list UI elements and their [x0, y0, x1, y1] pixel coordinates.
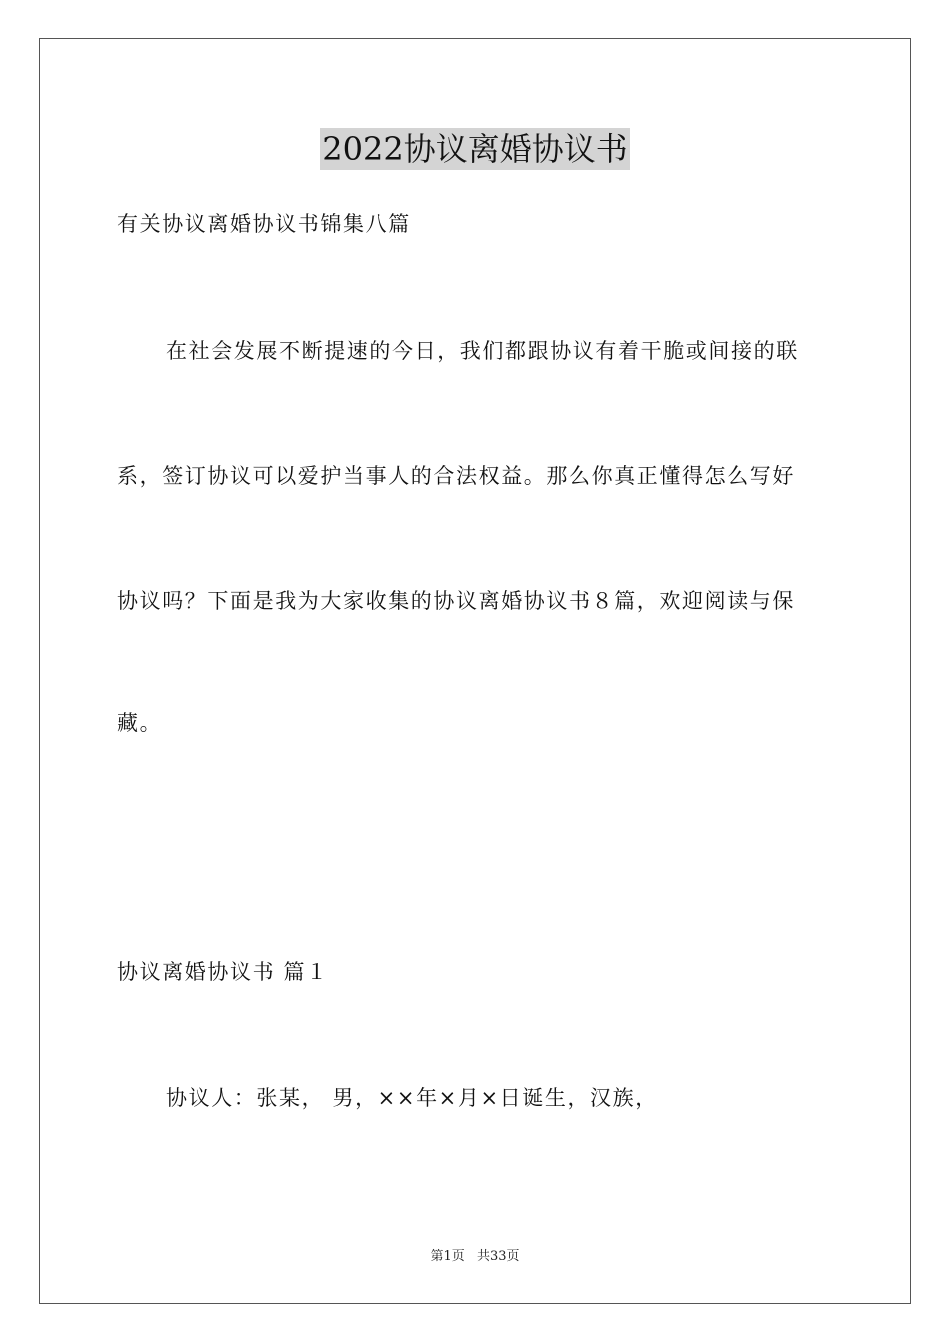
page-total: 共33页 [476, 1249, 520, 1264]
page-number: 第1页 [430, 1249, 465, 1264]
section-heading: 协议离婚协议书 篇１ [117, 960, 329, 984]
intro-line-3: 协议吗？下面是我为大家收集的协议离婚协议书８篇，欢迎阅读与保 [117, 589, 795, 613]
title-container [0, 128, 950, 170]
document-subtitle: 有关协议离婚协议书锦集八篇 [117, 212, 411, 236]
document-title: 2022协议离婚协议书 [322, 130, 628, 168]
intro-line-2: 系，签订协议可以爱护当事人的合法权益。那么你真正懂得怎么写好 [117, 464, 795, 488]
intro-line-4: 藏。 [117, 711, 163, 735]
intro-line-1: 在社会发展不断提速的今日，我们都跟协议有着干脆或间接的联 [166, 339, 799, 363]
party-line: 协议人：张某， 男，××年×月×日诞生，汉族， [166, 1086, 658, 1110]
page-footer [0, 1247, 950, 1267]
